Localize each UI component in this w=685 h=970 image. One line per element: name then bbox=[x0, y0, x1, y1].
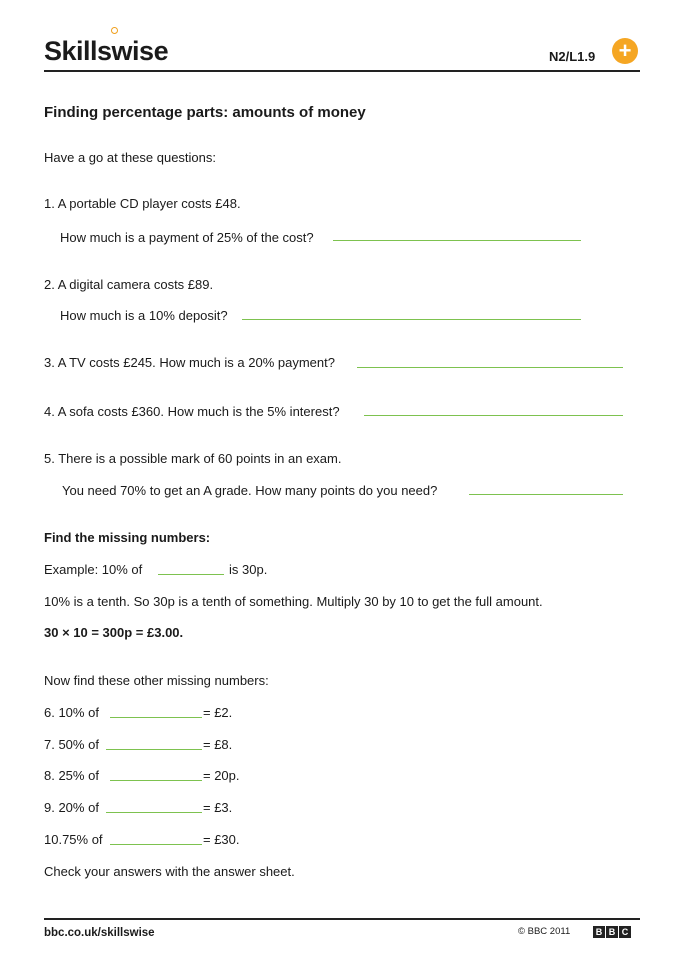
footer-url[interactable]: bbc.co.uk/skillswise bbox=[44, 927, 155, 939]
example-suffix: is 30p. bbox=[229, 562, 268, 577]
page-title: Finding percentage parts: amounts of money bbox=[44, 104, 366, 121]
question-2: 2. A digital camera costs £89. bbox=[44, 277, 214, 292]
bbc-letter-c: C bbox=[619, 926, 631, 938]
plus-icon: + bbox=[612, 38, 638, 64]
question-1-prompt: How much is a payment of 25% of the cost? bbox=[60, 230, 314, 245]
item-10-prefix: 10.75% of bbox=[44, 832, 103, 847]
copyright: © BBC 2011 bbox=[518, 926, 571, 937]
item-9-suffix: = £3. bbox=[203, 800, 233, 815]
item-6-prefix: 6. 10% of bbox=[44, 705, 99, 720]
question-3: 3. A TV costs £245. How much is a 20% payment? bbox=[44, 355, 335, 370]
item-7-suffix: = £8. bbox=[203, 737, 233, 752]
item-8-prefix: 8. 25% of bbox=[44, 768, 99, 783]
answer-line-8[interactable] bbox=[110, 780, 202, 781]
question-1: 1. A portable CD player costs £48. bbox=[44, 196, 241, 211]
question-5: 5. There is a possible mark of 60 points in an exam. bbox=[44, 451, 342, 466]
bbc-letter-b1: B bbox=[593, 926, 605, 938]
question-2-prompt: How much is a 10% deposit? bbox=[60, 308, 228, 323]
explanation-text: 10% is a tenth. So 30p is a tenth of something. Multiply 30 by 10 to get the full amount. bbox=[44, 594, 543, 609]
footer-rule bbox=[44, 918, 640, 920]
level-code: N2/L1.9 bbox=[549, 49, 596, 64]
skillswise-logo: Skillswise bbox=[44, 36, 169, 66]
example-blank bbox=[158, 574, 224, 575]
item-6-suffix: = £2. bbox=[203, 705, 233, 720]
intro-text: Have a go at these questions: bbox=[44, 150, 217, 165]
check-text: Check your answers with the answer sheet. bbox=[44, 864, 295, 879]
item-7-prefix: 7. 50% of bbox=[44, 737, 99, 752]
answer-line-5[interactable] bbox=[469, 494, 623, 495]
now-text: Now find these other missing numbers: bbox=[44, 673, 269, 688]
header-rule bbox=[44, 70, 640, 72]
answer-line-2[interactable] bbox=[242, 319, 581, 320]
item-10-suffix: = £30. bbox=[203, 832, 240, 847]
answer-line-1[interactable] bbox=[333, 240, 581, 241]
item-9-prefix: 9. 20% of bbox=[44, 800, 99, 815]
bbc-logo bbox=[593, 926, 631, 938]
missing-heading: Find the missing numbers: bbox=[44, 530, 211, 545]
answer-line-3[interactable] bbox=[357, 367, 623, 368]
answer-line-6[interactable] bbox=[110, 717, 202, 718]
answer-line-4[interactable] bbox=[364, 415, 623, 416]
logo-dot-icon bbox=[111, 27, 118, 34]
worked-example: 30 × 10 = 300p = £3.00. bbox=[44, 625, 184, 640]
answer-line-7[interactable] bbox=[106, 749, 202, 750]
answer-line-9[interactable] bbox=[106, 812, 202, 813]
question-5-prompt: You need 70% to get an A grade. How many points do you need? bbox=[62, 483, 438, 498]
item-8-suffix: = 20p. bbox=[203, 768, 240, 783]
example-prefix: Example: 10% of bbox=[44, 562, 143, 577]
bbc-letter-b2: B bbox=[606, 926, 618, 938]
question-4: 4. A sofa costs £360. How much is the 5% interest? bbox=[44, 404, 340, 419]
answer-line-10[interactable] bbox=[110, 844, 202, 845]
